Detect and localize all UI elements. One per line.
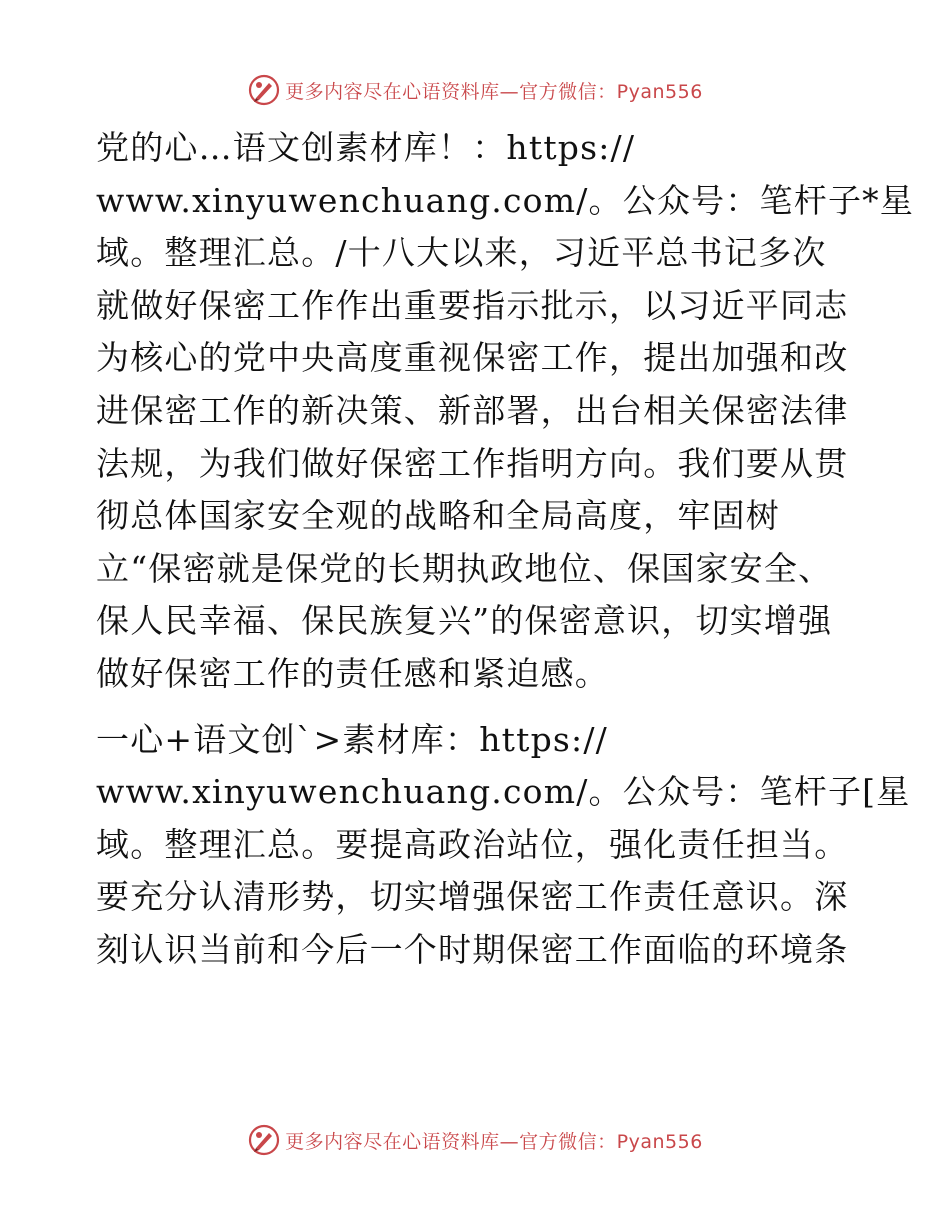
text-line: 彻总体国家安全观的战略和全局高度，牢固树: [96, 496, 780, 536]
text-line: 域。整理汇总。/十八大以来，习近平总书记多次: [96, 233, 827, 273]
text-line: 做好保密工作的责任感和紧迫感。: [96, 653, 609, 693]
text-line: 为核心的党中央高度重视保密工作，提出加强和改: [96, 338, 849, 378]
text-line: 立“保密就是保党的长期执政地位、保国家安全、: [96, 548, 833, 588]
text-line: 法规，为我们做好保密工作指明方向。我们要从贯: [96, 443, 849, 483]
paragraph-2: [96, 714, 911, 977]
text-line: 党的心…语文创素材库！：https://: [96, 128, 636, 167]
header-banner-text: 更多内容尽在心语资料库—官方微信：Pyan556: [285, 80, 703, 103]
text-line: 就做好保密工作作出重要指示批示，以习近平同志: [96, 285, 849, 325]
text-line: 域。整理汇总。要提高政治站位，强化责任担当。: [96, 824, 849, 864]
text-line: 要充分认清形势，切实增强保密工作责任意识。深: [96, 877, 849, 917]
text-line: 进保密工作的新决策、新部署，出台相关保密法律: [96, 390, 849, 430]
pen-logo-icon: [247, 73, 281, 107]
text-line: 一心+语文创`>素材库：https://: [96, 719, 608, 759]
text-line: 保人民幸福、保民族复兴”的保密意识，切实增强: [96, 601, 833, 641]
text-line: www.xinyuwenchuang.com/。公众号：笔杆子[星: [96, 772, 911, 812]
footer-banner-text: 更多内容尽在心语资料库—官方微信：Pyan556: [285, 1130, 703, 1153]
footer-banner: [0, 1120, 950, 1160]
paragraph-1: [96, 122, 915, 701]
document-body: [96, 122, 915, 977]
text-line: www.xinyuwenchuang.com/。公众号：笔杆子*星: [96, 180, 915, 220]
text-line: 刻认识当前和今后一个时期保密工作面临的环境条: [96, 929, 849, 969]
pen-logo-icon: [247, 1123, 281, 1157]
header-banner: [0, 70, 950, 110]
